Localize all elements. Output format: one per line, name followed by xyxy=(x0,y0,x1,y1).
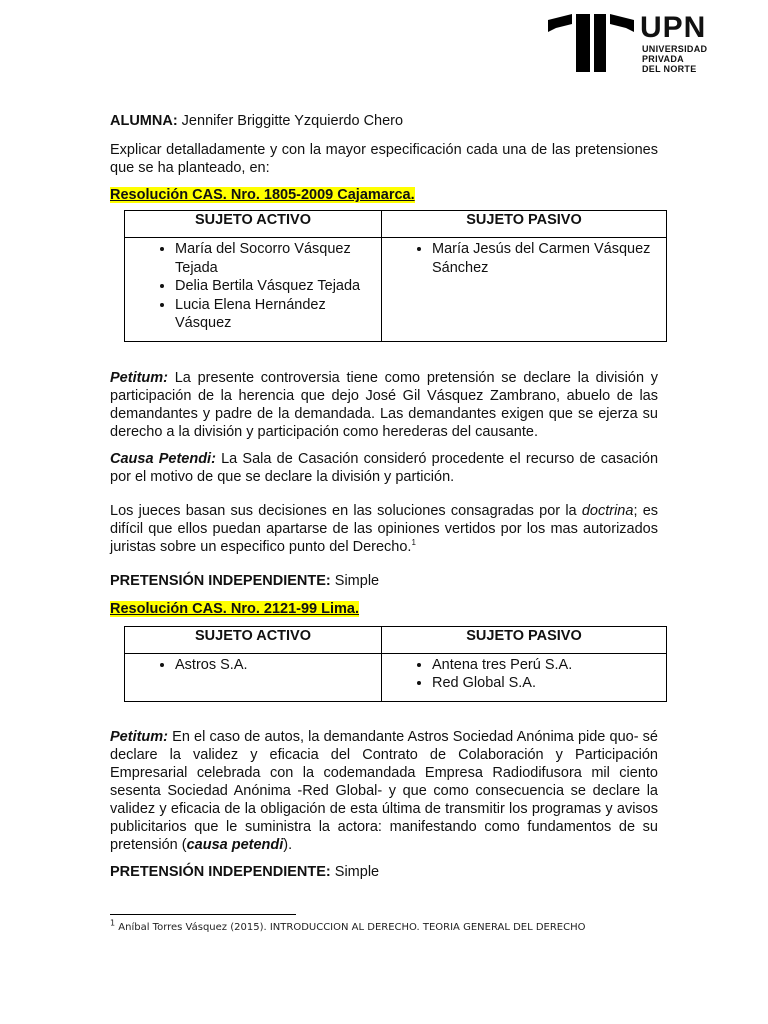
case1-petitum: Petitum: La presente controversia tiene como pretensión se declare la división y participación de la herencia que dejo José Gil Vásquez Zambrano, abuelo de las demandantes y padre de la demandada. Las demandantes exigen que se ejerza su derecho a la división y participación como herederas del causante. xyxy=(110,369,658,440)
list-item: • María del Socorro Vásquez Tejada xyxy=(175,240,377,277)
active-cell xyxy=(125,653,382,701)
col-header-active: SUJETO ACTIVO xyxy=(125,211,382,238)
footnote-ref[interactable]: 1 xyxy=(411,537,416,547)
passive-cell xyxy=(382,238,667,342)
case1-title: Resolución CAS. Nro. 1805-2009 Cajamarca. xyxy=(110,187,415,203)
case2-subjects-table xyxy=(124,626,667,702)
list-item: • Red Global S.A. xyxy=(432,674,662,693)
logo-subtitle: UNIVERSIDAD PRIVADA DEL NORTE xyxy=(642,44,708,74)
logo-wordmark: UPN xyxy=(640,11,707,44)
list-item: • Lucia Elena Hernández Vásquez xyxy=(175,296,377,333)
passive-cell xyxy=(382,653,667,701)
case2-pretension: PRETENSIÓN INDEPENDIENTE: Simple xyxy=(110,863,380,880)
list-item: • Delia Bertila Vásquez Tejada xyxy=(175,277,377,296)
case1-subjects-table xyxy=(124,210,667,342)
intro-paragraph: Explicar detalladamente y con la mayor especificación cada una de las pretensiones que se ha planteado, en: xyxy=(110,142,658,176)
upn-emblem-icon xyxy=(548,14,634,72)
col-header-passive: SUJETO PASIVO xyxy=(382,211,667,238)
case2-title: Resolución CAS. Nro. 2121-99 Lima. xyxy=(110,600,359,617)
case1-jueces-paragraph: Los jueces basan sus decisiones en las soluciones consagradas por la doctrina; es difícil que ellos puedan apartarse de las opiniones vertidos por los mas autorizados juristas sobre un especifico punto del Derecho.$^1$ xyxy=(110,502,659,555)
footnote-separator xyxy=(110,914,296,915)
student-line: ALUMNA: Jennifer Briggitte Yzquierdo Chero xyxy=(110,113,404,129)
list-item: • Astros S.A. xyxy=(175,656,377,675)
document-body xyxy=(110,112,658,881)
university-logo xyxy=(548,11,738,74)
case1-pretension: PRETENSIÓN INDEPENDIENTE: Simple xyxy=(110,572,380,589)
case2-petitum: Petitum: En el caso de autos, la demandante Astros Sociedad Anónima pide quo- sé declare la validez y eficacia del Contrato de Colaboración y Participación Empresarial celebrada con la codemandada Empresa Radiodifusora mil ciento sesenta Sociedad Anónima -Red Global- y que como consecuencia se declare la validez y eficacia de la obligación de esta última de transmitir los programas y avisos publicitarios que le suministra la actora: manifestando como fundamentos de su pretensión (causa petendi). xyxy=(110,728,658,853)
list-item: • María Jesús del Carmen Vásquez Sánchez xyxy=(432,240,662,277)
case1-causa-petendi: Causa Petendi: La Sala de Casación consideró procedente el recurso de casación por el motivo de que se declare la división y partición. xyxy=(110,450,659,485)
col-header-passive: SUJETO PASIVO xyxy=(382,626,667,653)
list-item: • Antena tres Perú S.A. xyxy=(432,656,662,675)
footnote: $^1$ Aníbal Torres Vásquez (2015). INTRODUCCION AL DERECHO. TEORIA GENERAL DEL DERECHO xyxy=(110,918,586,933)
col-header-active: SUJETO ACTIVO xyxy=(125,626,382,653)
active-cell xyxy=(125,238,382,342)
